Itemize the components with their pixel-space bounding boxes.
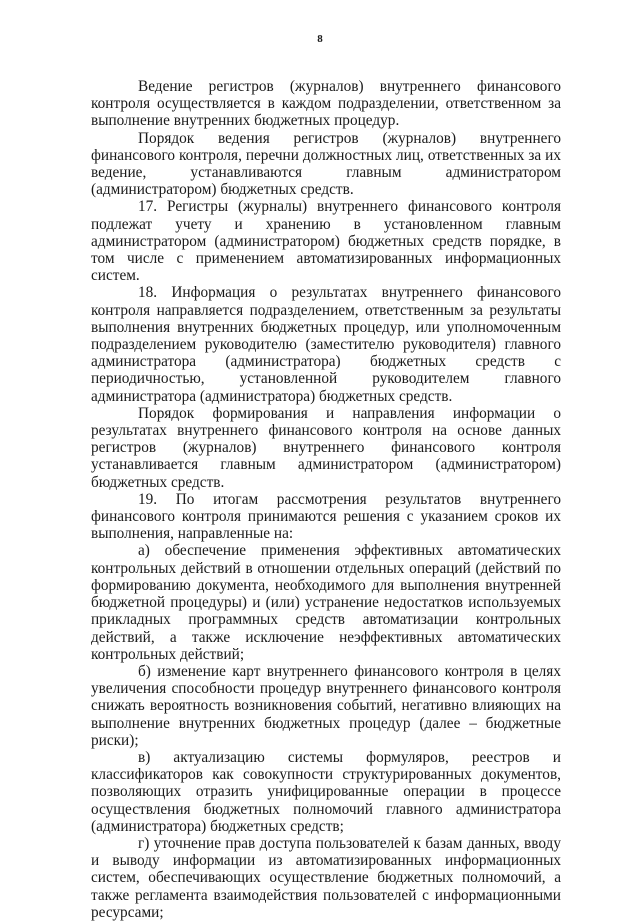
paragraph-subitem-g: г) уточнение прав доступа пользователей к базам данных, вводу и выводу информации из автоматизированных информационных систем, обеспечивающих осуществление бюджетных полномочий, а также регламента взаимодействия пользователей с информационными ресурсами;	[91, 834, 561, 921]
paragraph-subitem-a: а) обеспечение применения эффективных автоматических контрольных действий в отношении отдельных операций (действий по формированию документа, необходимого для выполнения внутренней бюджетной процедуры) и (или) устранение недостатков используемых прикладных программных средств автоматизации контрольных действий, а также исключение неэффективных автоматических контрольных действий;	[91, 542, 561, 663]
paragraph-item-18: 18. Информация о результатах внутреннего финансового контроля направляется подразделением, ответственным за результаты выполнения внутренних бюджетных процедур, или уполномоченным подразделением руководителю (заместителю руководителя) главного администратора (администратора) бюджетных средств с периодичностью, установленной руководителем главного администратора (администратора) бюджетных средств.	[91, 284, 561, 405]
paragraph-registers-procedure: Порядок ведения регистров (журналов) внутреннего финансового контроля, перечни должностных лиц, ответственных за их ведение, устанавливаются главным администратором (администратором) бюджетных средств.	[91, 129, 561, 199]
page-number: 8	[317, 33, 323, 45]
paragraph-item-17: 17. Регистры (журналы) внутреннего финансового контроля подлежат учету и хранению в установленном главным администратором (администратором) бюджетных средств порядке, в том числе с применением автоматизированных информационных систем.	[91, 198, 561, 285]
document-body	[91, 78, 561, 921]
paragraph-subitem-v: в) актуализацию системы формуляров, реестров и классификаторов как совокупности структурированных документов, позволяющих отразить унифицированные операции в процессе осуществления бюджетных полномочий главного администратора (администратора) бюджетных средств;	[91, 748, 561, 835]
paragraph-information-procedure: Порядок формирования и направления информации о результатах внутреннего финансового контроля на основе данных регистров (журналов) внутреннего финансового контроля устанавливается главным администратором (администратором) бюджетных средств.	[91, 404, 561, 491]
paragraph-item-19: 19. По итогам рассмотрения результатов внутреннего финансового контроля принимаются решения с указанием сроков их выполнения, направленные на:	[91, 490, 561, 543]
paragraph-subitem-b: б) изменение карт внутреннего финансового контроля в целях увеличения способности процедур внутреннего финансового контроля снижать вероятность возникновения событий, негативно влияющих на выполнение внутренних бюджетных процедур (далее – бюджетные риски);	[91, 662, 561, 749]
paragraph-registers-maintenance: Ведение регистров (журналов) внутреннего финансового контроля осуществляется в каждом подразделении, ответственном за выполнение внутренних бюджетных процедур.	[91, 78, 561, 130]
